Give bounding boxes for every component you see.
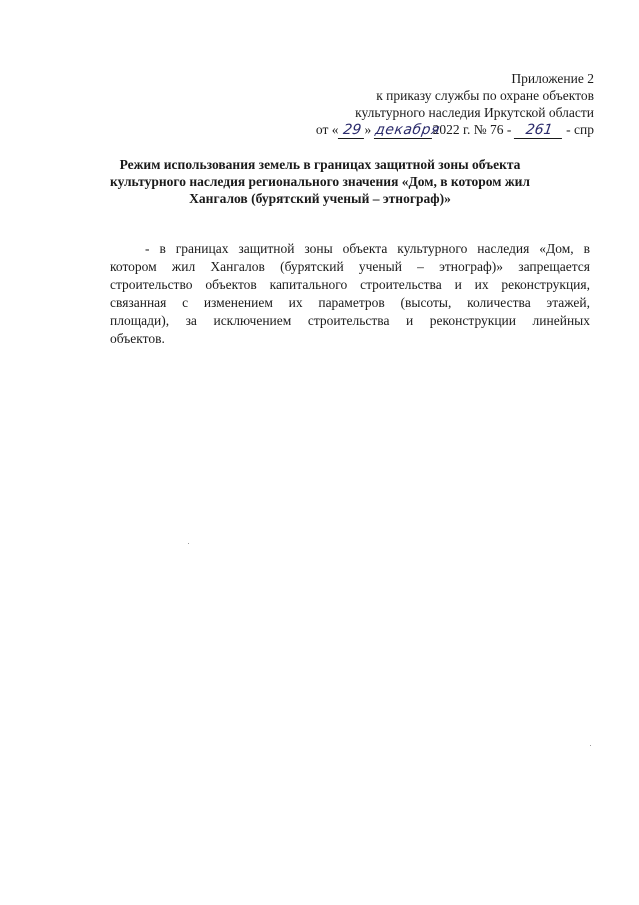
scan-speck [590, 745, 591, 746]
appendix-authority: культурного наследия Иркутской области [355, 105, 594, 120]
appendix-header [264, 70, 594, 139]
appendix-number: Приложение 2 [511, 71, 594, 86]
title-line-1: Режим использования земель в границах защитной зоны объекта [119, 157, 521, 172]
body-line-2: котором жил Хангалов (бурятский ученый – этнограф)» запрещается [110, 259, 590, 274]
order-date-number [264, 121, 594, 139]
order-suffix: - спр [562, 122, 594, 137]
document-title [105, 156, 535, 207]
body-line-1: - в границах защитной зоны объекта культурного наследия «Дом, в [145, 241, 590, 256]
body-line-4: связанная с изменением их параметров (высоты, количества этажей, [110, 295, 590, 310]
scan-speck [188, 543, 189, 544]
body-line-5: площади), за исключением строительства и реконструкции линейных [110, 313, 590, 328]
document-body [110, 240, 590, 348]
handwritten-day: 29 [337, 123, 365, 139]
title-line-2: культурного наследия регионального значения «Дом, в котором жил [109, 174, 530, 189]
order-date-mid: » [364, 122, 375, 137]
body-line-3: строительство объектов капитального строительства и их реконструкция, [110, 277, 590, 292]
handwritten-month: декабря [373, 122, 441, 138]
order-date-prefix: от « [315, 122, 339, 137]
body-line-6: объектов. [110, 331, 165, 346]
handwritten-order-number: 261 [514, 123, 564, 139]
appendix-order-reference: к приказу службы по охране объектов [376, 88, 594, 103]
title-line-3: Хангалов (бурятский ученый – этнограф)» [189, 191, 451, 206]
order-year-number: 2022 г. № 76 - [432, 122, 515, 137]
